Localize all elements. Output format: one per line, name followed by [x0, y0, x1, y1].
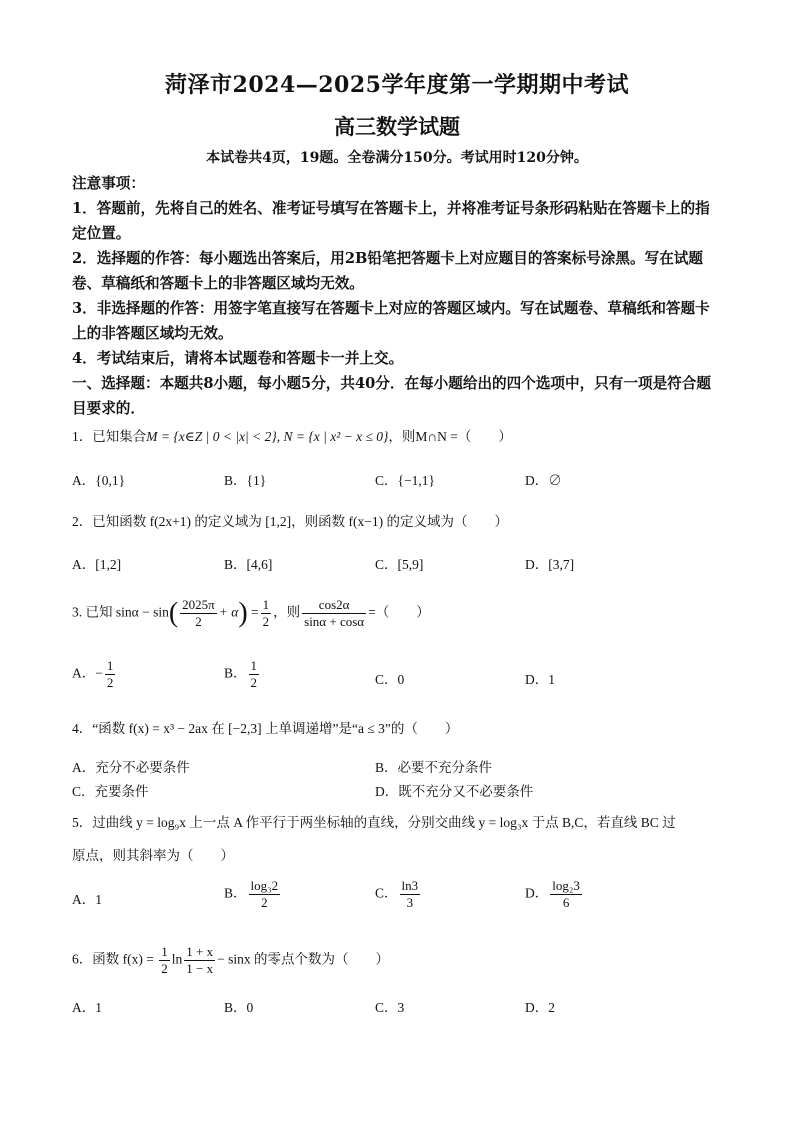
question-1-options — [72, 469, 732, 495]
option-a: A．{0,1} — [72, 473, 126, 488]
option-b: B． $\frac{\text{log₃2}}{2}$ — [224, 878, 279, 910]
exam-info: 本试卷共4页，19题。全卷满分150分。考试用时120分钟。 — [206, 150, 588, 166]
note-item-3: 3．非选择题的作答：用签字笔直接写在答题卡上对应的答题区域内。写在试题卷、草稿纸和答题卡上的非答题区域均无效。 — [72, 300, 710, 342]
question-2: 2．已知函数 f(2x+1) 的定义域为 [1,2]，则函数 f(x−1) 的定义域为（ ） — [72, 514, 508, 529]
question-4-options-row2 — [72, 780, 732, 806]
option-d: D．1 — [525, 672, 555, 687]
question-6-options — [72, 996, 732, 1022]
option-b: B．{1} — [224, 473, 267, 488]
exam-title: 菏泽市2024—2025学年度第一学期期中考试 — [165, 72, 629, 98]
option-d: D．既不充分又不必要条件 — [375, 784, 534, 799]
option-a: A．− $\frac{1}{2}$ — [72, 658, 114, 690]
notes-block — [72, 171, 722, 421]
fraction: $\frac{1}{2}$ — [161, 944, 168, 976]
option-b: B．必要不充分条件 — [375, 760, 493, 775]
question-4-options-row1 — [72, 756, 732, 782]
option-b: B．0 — [224, 1000, 254, 1015]
fraction: $\frac{\cos 2\alpha}{\sin\alpha + \cos\alpha}$ — [304, 597, 365, 629]
question-2-options — [72, 553, 732, 579]
question-3-options — [72, 658, 732, 698]
notes-heading: 注意事项： — [72, 175, 145, 192]
option-a: A．充分不必要条件 — [72, 760, 190, 775]
question-6: 6．函数 f(x) = $\frac{1}{2}$ ln $\frac{1 + x}{1 - x}$ − sinx 的零点个数为（ ） — [72, 944, 389, 976]
option-c: C．[5,9] — [375, 557, 424, 572]
question-3: 3. 已知 sinα − sin( $\frac{2025\pi}{2}$ + α) = $\frac{1}{2}$ ，则 $\frac{\cos 2\alpha}{\sin\alpha + \cos\alpha}$ =（ ） — [72, 597, 430, 629]
note-item-4: 4．考试结束后，请将本试题卷和答题卡一并上交。 — [72, 350, 404, 367]
fraction: $\frac{1 + x}{1 - x}$ — [186, 944, 214, 976]
fraction: $\frac{2025\pi}{2}$ — [182, 597, 215, 629]
note-item-1: 1．答题前，先将自己的姓名、准考证号填写在答题卡上，并将准考证号条形码粘贴在答题卡上的指定位置。 — [72, 200, 710, 242]
question-5-options — [72, 878, 732, 918]
note-item-2: 2．选择题的作答：每小题选出答案后，用2B铅笔把答题卡上对应题目的答案标号涂黑。写在试题卷、草稿纸和答题卡上的非答题区域均无效。 — [72, 250, 703, 292]
option-c: C．充要条件 — [72, 784, 149, 799]
option-a: A．1 — [72, 1000, 102, 1015]
section-heading: 一、选择题：本题共8小题，每小题5分，共40分．在每小题给出的四个选项中，只有一项是符合题目要求的． — [72, 375, 711, 417]
question-1: 1．已知集合M = {x∈Z | 0 < |x| < 2}, N = {x | x² − x ≤ 0}，则M∩N =（ ） — [72, 429, 512, 444]
option-b: B．[4,6] — [224, 557, 273, 572]
question-4: 4．“函数 f(x) = x³ − 2ax 在 [−2,3] 上单调递增”是“a ≤ 3”的（ ） — [72, 721, 459, 736]
option-c: C．{−1,1} — [375, 473, 435, 488]
option-d: D．2 — [525, 1000, 555, 1015]
option-b: B． $\frac{1}{2}$ — [224, 658, 258, 690]
option-c: C．0 — [375, 672, 405, 687]
option-d: D． $\frac{\text{log₂3}}{6}$ — [525, 878, 580, 910]
option-d: D．[3,7] — [525, 557, 575, 572]
option-c: C．3 — [375, 1000, 405, 1015]
question-5-line-1: 5．过曲线 y = log₉x 上一点 A 作平行于两坐标轴的直线，分别交曲线 y = log₃x 于点 B,C，若直线 BC 过 — [72, 815, 676, 830]
exam-subtitle: 高三数学试题 — [334, 114, 460, 139]
fraction: $\frac{1}{2}$ — [262, 597, 270, 629]
question-5-line-2: 原点，则其斜率为（ ） — [72, 848, 234, 863]
option-a: A．1 — [72, 892, 102, 907]
option-d: D．∅ — [525, 473, 562, 488]
option-a: A．[1,2] — [72, 557, 122, 572]
option-c: C． $\frac{\ln 3}{3}$ — [375, 878, 419, 910]
